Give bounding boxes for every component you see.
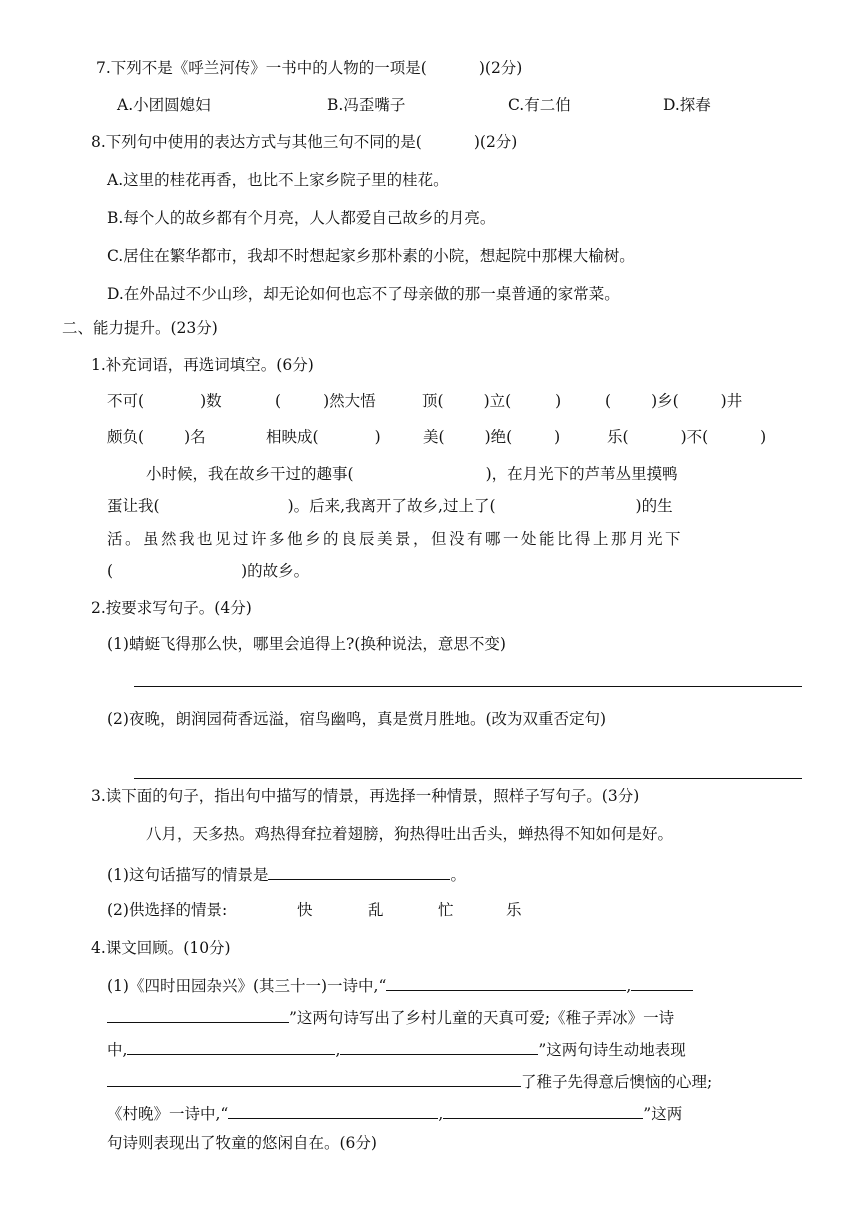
scene-choice-3: 忙 <box>438 901 454 919</box>
fill-para-line-2: 蛋让我( )。后来,我离开了故乡,过上了( )的生 <box>107 497 673 515</box>
s2q2-sub1: (1)蜻蜓飞得那么快，哪里会追得上?(换种说法，意思不变) <box>107 635 506 653</box>
review-line-2: ”这两句诗写出了乡村儿童的天真可爱;《稚子弄冰》一诗 <box>107 1005 674 1028</box>
q8-option-c: C.居住在繁华都市，我却不时想起家乡那朴素的小院，想起院中那棵大榆树。 <box>107 247 635 265</box>
poem-blank-7[interactable] <box>443 1101 643 1119</box>
fill-para-line-3: 活。虽然我也见过许多他乡的良辰美景，但没有哪一处能比得上那月光下 <box>107 530 684 548</box>
q7-stem: 7.下列不是《呼兰河传》一书中的人物的一项是( )(2分) <box>96 59 523 77</box>
poem-blank-6[interactable] <box>228 1101 438 1119</box>
poem-blank-5[interactable] <box>107 1069 521 1087</box>
idiom-8: 乐( )不( ) <box>607 428 767 446</box>
q7-option-d: D.探春 <box>663 96 711 114</box>
s2q3-example: 八月，天多热。鸡热得耷拉着翅膀，狗热得吐出舌头，蝉热得不知如何是好。 <box>146 825 674 843</box>
section-title: 二、能力提升。(23分) <box>62 319 218 337</box>
review-line-3: 中, , ”这两句诗生动地表现 <box>107 1037 686 1060</box>
scene-blank[interactable] <box>268 862 450 880</box>
scene-choice-4: 乐 <box>506 901 522 919</box>
review-line-5: 《村晚》一诗中,“ , ”这两 <box>107 1101 682 1124</box>
idiom-7: 美( )绝( ) <box>423 428 561 446</box>
q7-option-c: C.有二伯 <box>508 96 571 114</box>
q8-option-d: D.在外品过不少山珍，却无论如何也忘不了母亲做的那一桌普通的家常菜。 <box>107 285 620 303</box>
idiom-1: 不可( )数 <box>107 392 222 410</box>
poem-blank-2b[interactable] <box>107 1005 289 1023</box>
idiom-5: 颇负( )名 <box>107 428 206 446</box>
review-line-6: 句诗则表现出了牧童的悠闲自在。(6分) <box>107 1134 377 1152</box>
q8-option-b: B.每个人的故乡都有个月亮，人人都爱自己故乡的月亮。 <box>107 209 496 227</box>
q8-option-a: A.这里的桂花再香，也比不上家乡院子里的桂花。 <box>107 171 449 189</box>
poem-blank-1[interactable] <box>386 973 626 991</box>
poem-blank-4[interactable] <box>340 1037 538 1055</box>
scene-choice-1: 快 <box>297 901 313 919</box>
s2q1-title: 1.补充词语，再选词填空。(6分) <box>91 356 314 374</box>
idiom-2: ( )然大悟 <box>275 392 376 410</box>
poem-blank-2a[interactable] <box>631 973 693 991</box>
fill-para-line-4: ( )的故乡。 <box>107 562 310 580</box>
scene-choice-2: 乱 <box>368 901 384 919</box>
s2q2-title: 2.按要求写句子。(4分) <box>91 599 252 617</box>
review-line-1: (1)《四时田园杂兴》(其三十一)一诗中,“ , <box>107 973 693 996</box>
s2q4-title: 4.课文回顾。(10分) <box>91 939 231 957</box>
s2q3-title: 3.读下面的句子，指出句中描写的情景，再选择一种情景，照样子写句子。(3分) <box>91 787 640 805</box>
q7-option-a: A.小团圆媳妇 <box>117 96 211 114</box>
s2q3-sub1: (1)这句话描写的情景是 。 <box>107 862 466 885</box>
s2q2-sub2: (2)夜晚，朗润园荷香远溢，宿鸟幽鸣，真是赏月胜地。(改为双重否定句) <box>107 710 607 728</box>
fill-para-line-1: 小时候，我在故乡干过的趣事( )，在月光下的芦苇丛里摸鸭 <box>146 465 678 483</box>
s2q3-sub2: (2)供选择的情景: <box>107 901 228 919</box>
answer-line-2[interactable] <box>134 778 802 779</box>
idiom-6: 相映成( ) <box>266 428 381 446</box>
q7-option-b: B.冯歪嘴子 <box>327 96 406 114</box>
review-line-4: 了稚子先得意后懊恼的心理; <box>107 1069 712 1092</box>
answer-line-1[interactable] <box>134 686 802 687</box>
q8-stem: 8.下列句中使用的表达方式与其他三句不同的是( )(2分) <box>91 133 518 151</box>
idiom-4: ( )乡( )井 <box>605 392 743 410</box>
poem-blank-3[interactable] <box>127 1037 335 1055</box>
idiom-3: 顶( )立( ) <box>422 392 562 410</box>
